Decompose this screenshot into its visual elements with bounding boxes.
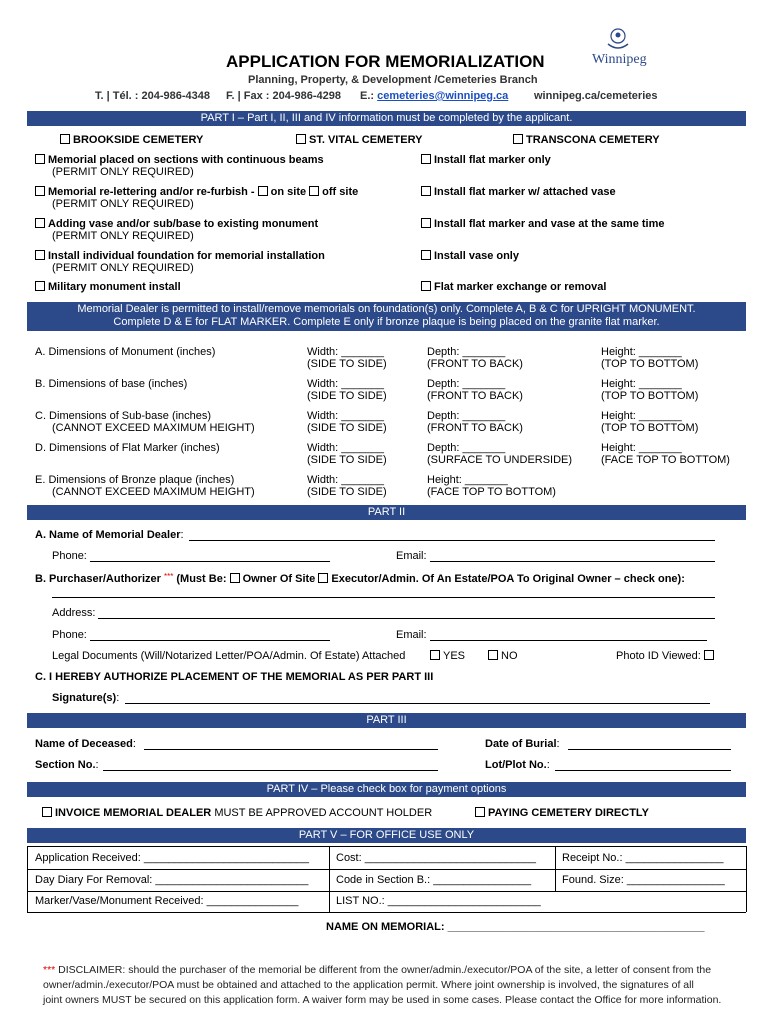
marker-received-cell[interactable]: Marker/Vase/Monument Received: _______________ xyxy=(35,895,299,907)
burial-date-line[interactable] xyxy=(568,749,731,750)
cost-cell[interactable]: Cost: ____________________________ xyxy=(336,852,537,864)
checkbox-icon xyxy=(488,650,498,660)
table-rule xyxy=(27,846,746,847)
footnote-marker: *** xyxy=(163,572,174,581)
checkbox-icon xyxy=(421,281,431,291)
table-rule xyxy=(555,846,556,891)
part1-header: PART I – Part I, II, III and IV information must be completed by the applicant. xyxy=(27,111,746,126)
off-site-label: off site xyxy=(322,186,359,198)
checkbox-icon xyxy=(35,218,45,228)
photo-id-label: Photo ID Viewed: xyxy=(616,650,701,662)
dim-b-height[interactable]: Height: _______ (TOP TO BOTTOM) xyxy=(601,378,699,402)
option-label: Memorial placed on sections with continuous beams xyxy=(48,154,324,166)
yes-label: YES xyxy=(443,650,466,662)
application-received-cell[interactable]: Application Received: ___________________________ xyxy=(35,852,310,864)
section-field[interactable]: Section No.: xyxy=(35,759,99,771)
found-size-cell[interactable]: Found. Size: ________________ xyxy=(562,874,725,886)
option-label: Adding vase and/or sub/base to existing monument xyxy=(48,218,319,230)
dealer-note-bar xyxy=(27,302,746,331)
checkbox-icon xyxy=(35,154,45,164)
owner-label: Owner Of Site xyxy=(242,573,316,585)
option-label: Memorial re-lettering and/or re-furbish - xyxy=(48,186,255,198)
dim-d-height[interactable]: Height: _______ (FACE TOP TO BOTTOM) xyxy=(601,442,730,466)
website-link[interactable]: winnipeg.ca/cemeteries xyxy=(534,90,658,102)
receipt-no-cell[interactable]: Receipt No.: ________________ xyxy=(562,852,724,864)
option-label: Install vase only xyxy=(434,250,519,262)
owner-checkbox[interactable] xyxy=(230,573,240,583)
purchaser-phone-line[interactable] xyxy=(90,640,330,641)
dim-d-depth[interactable]: Depth: _______ (SURFACE TO UNDERSIDE) xyxy=(427,442,573,466)
address-label: Address: xyxy=(52,607,96,619)
checkbox-icon xyxy=(296,134,306,144)
photo-id-field[interactable] xyxy=(616,650,717,662)
checkbox-icon xyxy=(704,650,714,660)
purchaser-name-line[interactable] xyxy=(52,597,715,598)
purchaser-phone-label: Phone: xyxy=(52,629,87,641)
dim-e-width[interactable]: Width: _______ (SIDE TO SIDE) xyxy=(307,474,387,498)
option-flat-marker-only[interactable] xyxy=(421,154,551,166)
part5-header: PART V – FOR OFFICE USE ONLY xyxy=(27,828,746,843)
option-relettering xyxy=(35,186,358,198)
legal-docs-no[interactable] xyxy=(488,650,518,662)
dim-d-label: D. Dimensions of Flat Marker (inches) xyxy=(35,442,220,454)
option-label: Install flat marker w/ attached vase xyxy=(434,186,616,198)
dealer-email-line[interactable] xyxy=(430,561,715,562)
table-rule xyxy=(329,846,330,912)
signature-field[interactable]: Signature(s): xyxy=(52,692,120,704)
table-rule xyxy=(27,891,746,892)
table-rule xyxy=(27,846,28,912)
dealer-phone-line[interactable] xyxy=(90,561,330,562)
dealer-note-line-1: Memorial Dealer is permitted to install/remove memorials on foundation(s) only. Complete A, B & C for UPRIGHT MONUMENT. xyxy=(77,303,696,315)
footnote-marker: *** xyxy=(43,964,56,976)
paying-directly-option[interactable] xyxy=(475,807,649,819)
on-site-checkbox[interactable] xyxy=(258,186,268,196)
name-on-memorial-field[interactable]: NAME ON MEMORIAL: __________________________________________ xyxy=(326,921,705,933)
off-site-checkbox[interactable] xyxy=(309,186,319,196)
dim-b-width[interactable]: Width: _______ (SIDE TO SIDE) xyxy=(307,378,387,402)
option-vase-only[interactable] xyxy=(421,250,519,262)
signature-line[interactable] xyxy=(125,703,710,704)
burial-date-label: Date of Burial xyxy=(485,738,557,750)
dim-c-label: C. Dimensions of Sub-base (inches) (CANNOT EXCEED MAXIMUM HEIGHT) xyxy=(35,410,255,434)
option-flat-marker-vase[interactable] xyxy=(421,186,616,198)
table-rule xyxy=(27,912,746,913)
on-site-label: on site xyxy=(270,186,307,198)
dim-b-depth[interactable]: Depth: _______ (FRONT TO BACK) xyxy=(427,378,523,402)
dealer-email-label: Email: xyxy=(396,550,427,562)
lot-field[interactable]: Lot/Plot No.: xyxy=(485,759,550,771)
purchaser-email-line[interactable] xyxy=(430,640,707,641)
dim-c-height[interactable]: Height: _______ (TOP TO BOTTOM) xyxy=(601,410,699,434)
winnipeg-logo xyxy=(588,26,648,72)
permit-note: (PERMIT ONLY REQUIRED) xyxy=(52,166,194,178)
deceased-field[interactable]: Name of Deceased: xyxy=(35,738,136,750)
dim-e-label: E. Dimensions of Bronze plaque (inches) (CANNOT EXCEED MAXIMUM HEIGHT) xyxy=(35,474,255,498)
option-label: Flat marker exchange or removal xyxy=(434,281,607,293)
checkbox-icon xyxy=(421,250,431,260)
checkbox-icon xyxy=(42,807,52,817)
table-rule xyxy=(27,869,746,870)
email-contact xyxy=(360,90,508,102)
branch-name: Planning, Property, & Development /Cemeteries Branch xyxy=(248,74,538,86)
checkbox-icon xyxy=(475,807,485,817)
burial-date-field[interactable]: Date of Burial: xyxy=(485,738,560,750)
dealer-note-line-2: Complete D & E for FLAT MARKER. Complete E only if bronze plaque is being placed on the granite flat marker. xyxy=(113,316,660,328)
disclaimer-line-1: *** DISCLAIMER: should the purchaser of the memorial be different from the owner/admin./executor/POA of the site, a letter of consent from the xyxy=(43,964,712,976)
dealer-name-label: A. Name of Memorial Dealer xyxy=(35,529,181,541)
code-section-cell[interactable]: Code in Section B.: ________________ xyxy=(336,874,532,886)
dim-a-depth[interactable]: Depth: _______ (FRONT TO BACK) xyxy=(427,346,523,370)
option-label: Install flat marker only xyxy=(434,154,551,166)
purchaser-label: B. Purchaser/Authorizer xyxy=(35,573,161,585)
page-title: APPLICATION FOR MEMORIALIZATION xyxy=(226,52,545,71)
st-vital-checkbox[interactable] xyxy=(296,134,422,146)
disclaimer-line-2: owner/admin./executor/POA must be obtained and attached to the application permit. Where joint ownership is involved, the signatures of all xyxy=(43,979,694,991)
dim-a-label: A. Dimensions of Monument (inches) xyxy=(35,346,216,358)
checkbox-icon xyxy=(35,250,45,260)
checkbox-icon xyxy=(430,650,440,660)
deceased-label: Name of Deceased xyxy=(35,738,133,750)
invoice-label: INVOICE MEMORIAL DEALER xyxy=(55,807,212,819)
part3-header: PART III xyxy=(27,713,746,728)
no-label: NO xyxy=(501,650,518,662)
must-be-label: (Must Be: xyxy=(176,573,227,585)
cemetery-label: TRANSCONA CEMETERY xyxy=(526,134,660,146)
brookside-checkbox[interactable] xyxy=(60,134,203,146)
invoice-note: MUST BE APPROVED ACCOUNT HOLDER xyxy=(214,807,433,819)
lot-label: Lot/Plot No. xyxy=(485,759,547,771)
option-continuous-beams[interactable] xyxy=(35,154,324,166)
checkbox-icon xyxy=(421,218,431,228)
transcona-checkbox[interactable] xyxy=(513,134,660,146)
permit-note: (PERMIT ONLY REQUIRED) xyxy=(52,230,194,242)
part2-header: PART II xyxy=(27,505,746,520)
section-line[interactable] xyxy=(103,770,438,771)
telephone: T. | Tél. : 204-986-4348 xyxy=(95,90,210,102)
cemetery-label: BROOKSIDE CEMETERY xyxy=(73,134,204,146)
lot-line[interactable] xyxy=(555,770,731,771)
checkbox-icon[interactable] xyxy=(35,186,45,196)
email-prefix: E.: xyxy=(360,90,375,102)
option-label: Install flat marker and vase at the same time xyxy=(434,218,665,230)
dim-a-width[interactable]: Width: _______ (SIDE TO SIDE) xyxy=(307,346,387,370)
deceased-line[interactable] xyxy=(144,749,438,750)
purchaser-email-label: Email: xyxy=(396,629,427,641)
legal-docs-yes[interactable] xyxy=(430,650,465,662)
checkbox-icon xyxy=(513,134,523,144)
option-flat-marker-vase-same-time[interactable] xyxy=(421,218,665,230)
section-label: Section No. xyxy=(35,759,96,771)
dim-c-width[interactable]: Width: _______ (SIDE TO SIDE) xyxy=(307,410,387,434)
dim-b-label: B. Dimensions of base (inches) xyxy=(35,378,188,390)
invoice-dealer-option[interactable] xyxy=(42,807,432,819)
part4-header: PART IV – Please check box for payment options xyxy=(27,782,746,797)
checkbox-icon xyxy=(421,154,431,164)
dim-c-depth[interactable]: Depth: _______ (FRONT TO BACK) xyxy=(427,410,523,434)
option-military[interactable] xyxy=(35,281,181,293)
option-adding-vase[interactable] xyxy=(35,218,318,230)
dim-a-height[interactable]: Height: _______ (TOP TO BOTTOM) xyxy=(601,346,699,370)
dim-e-height[interactable]: Height: _______ (FACE TOP TO BOTTOM) xyxy=(427,474,556,498)
email-link[interactable]: cemeteries@winnipeg.ca xyxy=(377,90,509,102)
list-no-cell[interactable]: LIST NO.: _________________________ xyxy=(336,895,541,907)
purchaser-row xyxy=(35,572,685,585)
disclaimer-line-3: joint owners MUST be secured on this application form. A waiver form may be used in some cases. Please contact the Office for more information. xyxy=(43,994,722,1006)
option-label: Install individual foundation for memorial installation xyxy=(48,250,325,262)
authorize-statement: C. I HEREBY AUTHORIZE PLACEMENT OF THE MEMORIAL AS PER PART III xyxy=(35,671,434,683)
permit-note: (PERMIT ONLY REQUIRED) xyxy=(52,262,194,274)
signature-label: Signature(s) xyxy=(52,692,117,704)
cemetery-label: ST. VITAL CEMETERY xyxy=(309,134,423,146)
address-line[interactable] xyxy=(98,618,715,619)
option-label: Military monument install xyxy=(48,281,181,293)
permit-note: (PERMIT ONLY REQUIRED) xyxy=(52,198,194,210)
dealer-name-field[interactable]: A. Name of Memorial Dealer: xyxy=(35,529,184,541)
fax: F. | Fax : 204-986-4298 xyxy=(226,90,341,102)
table-rule xyxy=(746,846,747,912)
day-diary-cell[interactable]: Day Diary For Removal: _________________________ xyxy=(35,874,309,886)
checkbox-icon xyxy=(421,186,431,196)
executor-label: Executor/Admin. Of An Estate/POA To Original Owner – check one): xyxy=(331,573,685,585)
option-flat-marker-exchange[interactable] xyxy=(421,281,606,293)
dealer-name-line[interactable] xyxy=(189,540,715,541)
dealer-phone-label: Phone: xyxy=(52,550,87,562)
checkbox-icon xyxy=(60,134,70,144)
option-individual-foundation[interactable] xyxy=(35,250,325,262)
paying-label: PAYING CEMETERY DIRECTLY xyxy=(488,807,649,819)
legal-docs-label: Legal Documents (Will/Notarized Letter/POA/Admin. Of Estate) Attached xyxy=(52,650,406,662)
executor-checkbox[interactable] xyxy=(318,573,328,583)
dim-d-width[interactable]: Width: _______ (SIDE TO SIDE) xyxy=(307,442,387,466)
logo-wordmark: Winnipeg xyxy=(592,52,647,67)
disclaimer xyxy=(43,963,721,1008)
checkbox-icon xyxy=(35,281,45,291)
